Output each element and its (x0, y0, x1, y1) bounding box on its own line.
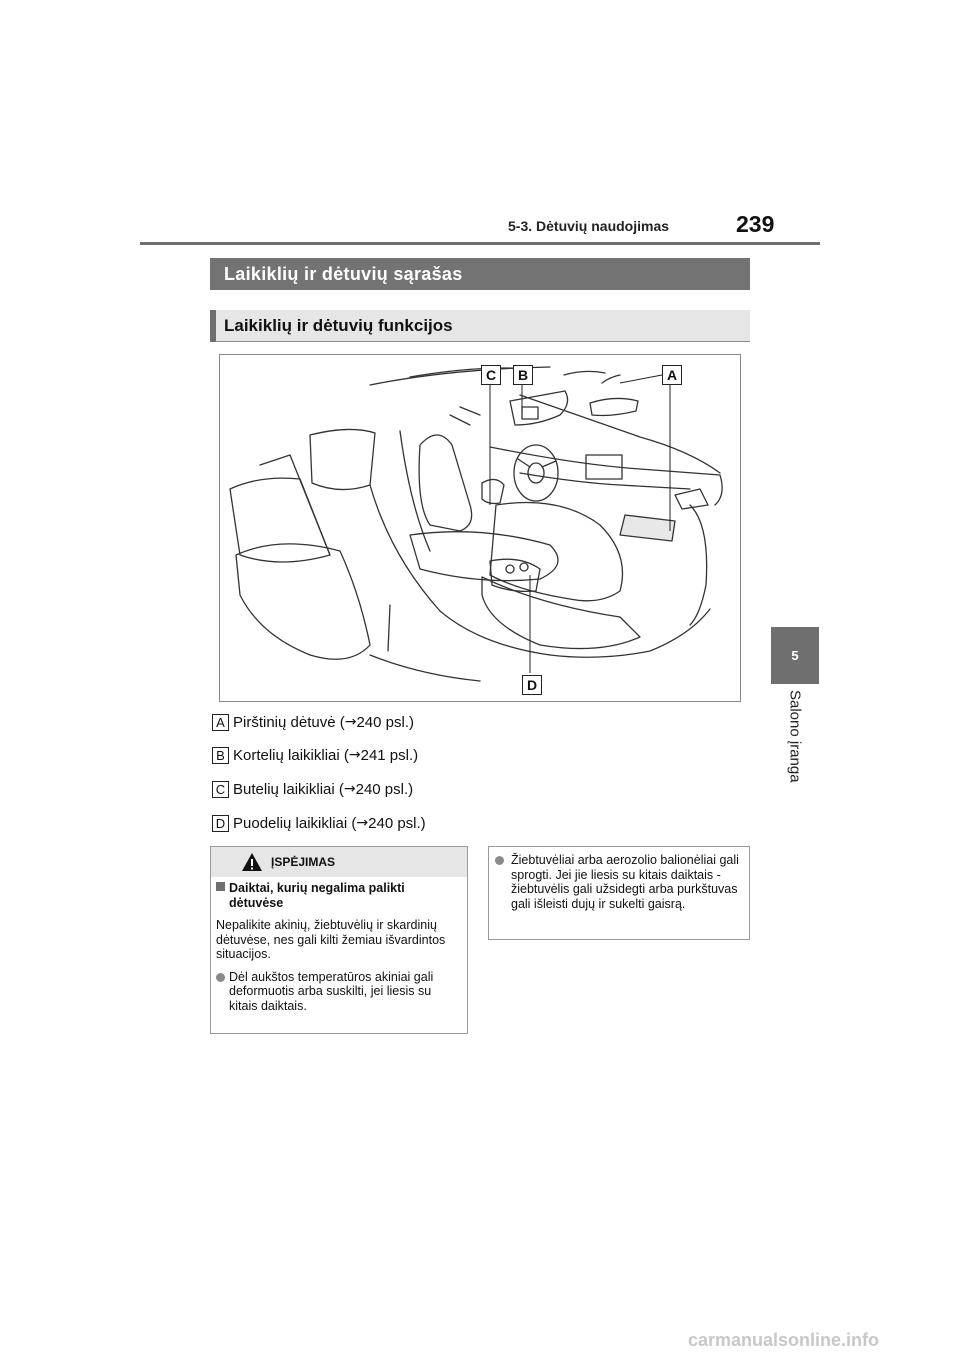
warning-bullet-text: Dėl aukštos temperatūros akiniai gali deformuotis arba suskilti, jei liesis su kitais daiktais. (229, 969, 434, 1013)
legend-item-c (212, 779, 413, 799)
round-bullet-icon (495, 856, 504, 865)
warning-header (211, 847, 467, 877)
warning-subheading-text: Daiktai, kurių negalima palikti dėtuvėse (229, 881, 405, 910)
legend-text: Pirštinių dėtuvė ( (233, 713, 345, 731)
callout-b: B (513, 365, 533, 385)
sub-heading-text: Laikiklių ir dėtuvių funkcijos (224, 316, 453, 335)
warning-box (210, 846, 468, 1034)
legend-item-b (212, 745, 418, 765)
header-divider (140, 242, 820, 245)
legend-ref[interactable]: 240 psl.) (368, 814, 426, 832)
page-number: 239 (736, 211, 775, 237)
legend-badge: C (212, 781, 229, 798)
chapter-tab-label (771, 690, 819, 800)
legend-badge: D (212, 815, 229, 832)
chapter-tab-title: Salono įranga (786, 690, 804, 783)
legend-item-d (212, 813, 426, 833)
warning-intro: Nepalikite akinių, žiebtuvėlių ir skardinių dėtuvėse, nes gali kilti žemiau išvardintos situacijos. (216, 918, 446, 961)
legend-badge: A (212, 714, 229, 731)
arrow-icon: → (348, 747, 361, 763)
callout-leader-lines (220, 355, 740, 701)
legend-ref[interactable]: 240 psl.) (356, 713, 414, 731)
warning-continued-box (488, 846, 750, 940)
arrow-icon: → (356, 815, 369, 831)
warning-triangle-icon (241, 852, 263, 872)
legend-text: Kortelių laikikliai ( (233, 746, 349, 764)
warning-bullet (216, 970, 462, 1014)
round-bullet-icon (216, 973, 225, 982)
warning-bullet-text: Žiebtuvėliai arba aerozolio balionėliai gali sprogti. Jei jie liesis su kitais daiktais - žiebtuvėlis gali užsidegti arba purkštuvas gali išleisti dujų ir sukelti gaisrą. (511, 853, 739, 911)
warning-title: ĮSPĖJIMAS (271, 855, 336, 869)
legend-text: Butelių laikikliai ( (233, 780, 344, 798)
warning-subheading (216, 881, 462, 910)
car-interior-illustration (219, 354, 741, 702)
legend-item-a (212, 712, 414, 732)
warning-body (216, 881, 462, 1013)
section-label: 5-3. Dėtuvių naudojimas (508, 218, 670, 234)
legend-ref[interactable]: 241 psl.) (360, 746, 419, 764)
legend-badge: B (212, 747, 229, 764)
chapter-tab-number: 5 (771, 627, 819, 684)
sub-heading-bar (210, 310, 216, 342)
sub-heading (210, 310, 750, 342)
callout-d: D (522, 675, 542, 695)
main-heading: Laikiklių ir dėtuvių sąrašas (210, 258, 750, 290)
callout-a: A (662, 365, 682, 385)
callout-c: C (481, 365, 501, 385)
arrow-icon: → (344, 714, 357, 730)
watermark: carmanualsonline.info (688, 1330, 880, 1350)
arrow-icon: → (343, 781, 356, 797)
legend-text: Puodelių laikikliai ( (233, 814, 357, 832)
square-bullet-icon (216, 882, 225, 891)
legend-ref[interactable]: 240 psl.) (355, 780, 414, 798)
